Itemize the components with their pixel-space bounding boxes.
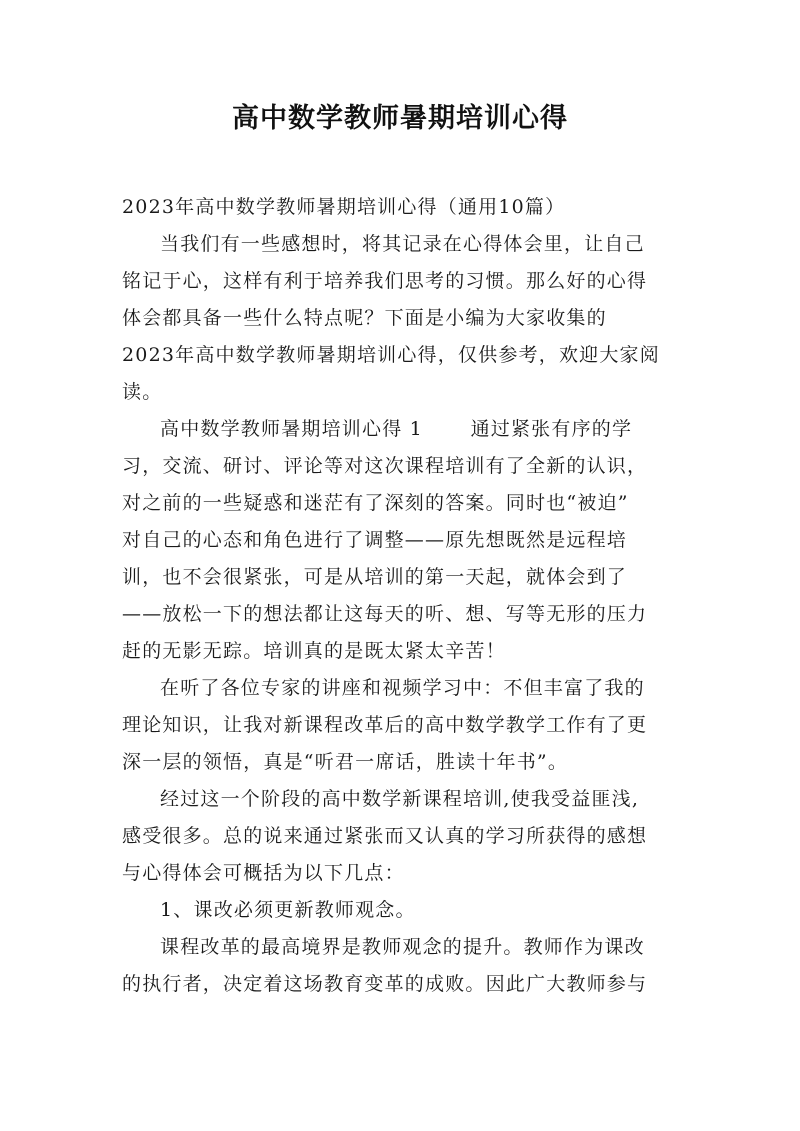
- paragraph-line: 读。: [122, 381, 163, 403]
- paragraph-line: 经过这一个阶段的高中数学新课程培训,使我受益匪浅,: [160, 788, 640, 810]
- paragraph-line: 课程改革的最高境界是教师观念的提升。教师作为课改: [160, 936, 645, 958]
- paragraph-line: 训，也不会很紧张，可是从培训的第一天起，就体会到了: [122, 566, 628, 588]
- paragraph-line: 对之前的一些疑惑和迷茫有了深刻的答案。同时也“被迫”: [122, 492, 629, 514]
- section-heading-line: 高中数学教师暑期培训心得 1 通过紧张有序的学: [160, 418, 633, 440]
- paragraph-line: 理论知识，让我对新课程改革后的高中数学教学工作有了更: [122, 714, 648, 736]
- paragraph-line: 当我们有一些感想时，将其记录在心得体会里，让自己: [160, 233, 645, 255]
- list-item-line: 1、课改必须更新教师观念。: [160, 899, 416, 921]
- paragraph-line: 深一层的领悟，真是“听君一席话，胜读十年书”。: [122, 751, 569, 773]
- paragraph-line: ——放松一下的想法都让这每天的听、想、写等无形的压力: [122, 603, 648, 625]
- paragraph-line: 对自己的心态和角色进行了调整——原先想既然是远程培: [122, 529, 628, 551]
- paragraph-line: 与心得体会可概括为以下几点：: [122, 862, 405, 884]
- paragraph-line: 铭记于心，这样有利于培养我们思考的习惯。那么好的心得: [122, 270, 648, 292]
- document-body: [122, 189, 682, 1003]
- paragraph-line: 在听了各位专家的讲座和视频学习中：不但丰富了我的: [160, 677, 645, 699]
- document-title: 高中数学教师暑期培训心得: [232, 103, 568, 134]
- paragraph-line: 的执行者，决定着这场教育变革的成败。因此广大教师参与: [122, 973, 648, 995]
- subtitle-line: 2023年高中数学教师暑期培训心得（通用10篇）: [122, 196, 566, 218]
- paragraph-line: 赶的无影无踪。培训真的是既太紧太辛苦！: [122, 640, 506, 662]
- paragraph-line: 习，交流、研讨、评论等对这次课程培训有了全新的认识，: [122, 455, 648, 477]
- paragraph-line: 2023年高中数学教师暑期培训心得，仅供参考，欢迎大家阅: [122, 344, 660, 366]
- paragraph-line: 感受很多。总的说来通过紧张而又认真的学习所获得的感想: [122, 825, 648, 847]
- paragraph-line: 体会都具备一些什么特点呢？下面是小编为大家收集的: [122, 307, 607, 329]
